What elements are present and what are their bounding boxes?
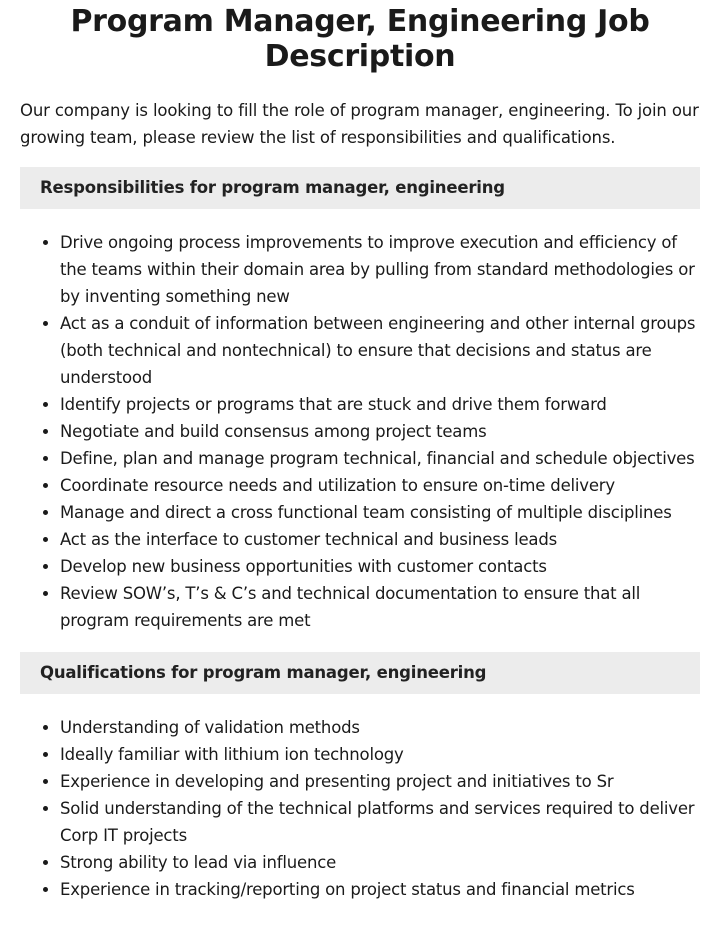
list-item: Review SOW’s, T’s & C’s and technical documentation to ensure that all program requirements are met [60,580,700,634]
list-item: Identify projects or programs that are stuck and drive them forward [60,391,700,418]
page-title: Program Manager, Engineering Job Description [70,4,650,74]
list-item: Manage and direct a cross functional team consisting of multiple disciplines [60,499,700,526]
list-item: Understanding of validation methods [60,714,700,741]
qualifications-list [20,714,700,903]
intro-paragraph: Our company is looking to fill the role of program manager, engineering. To join our growing team, please review the list of responsibilities and qualifications. [20,101,699,147]
list-item: Ideally familiar with lithium ion technology [60,741,700,768]
qualifications-heading: Qualifications for program manager, engineering [20,652,700,694]
list-item: Experience in tracking/reporting on project status and financial metrics [60,876,700,903]
list-item: Act as the interface to customer technical and business leads [60,526,700,553]
list-item: Develop new business opportunities with customer contacts [60,553,700,580]
list-item: Drive ongoing process improvements to improve execution and efficiency of the teams within their domain area by pulling from standard methodologies or by inventing something new [60,229,700,310]
list-item: Solid understanding of the technical platforms and services required to deliver Corp IT projects [60,795,700,849]
list-item: Act as a conduit of information between engineering and other internal groups (both technical and nontechnical) to ensure that decisions and status are understood [60,310,700,391]
responsibilities-heading: Responsibilities for program manager, engineering [20,167,700,209]
responsibilities-list [20,229,700,634]
list-item: Experience in developing and presenting project and initiatives to Sr [60,768,700,795]
list-item: Negotiate and build consensus among project teams [60,418,700,445]
list-item: Coordinate resource needs and utilization to ensure on-time delivery [60,472,700,499]
list-item: Strong ability to lead via influence [60,849,700,876]
list-item: Define, plan and manage program technical, financial and schedule objectives [60,445,700,472]
